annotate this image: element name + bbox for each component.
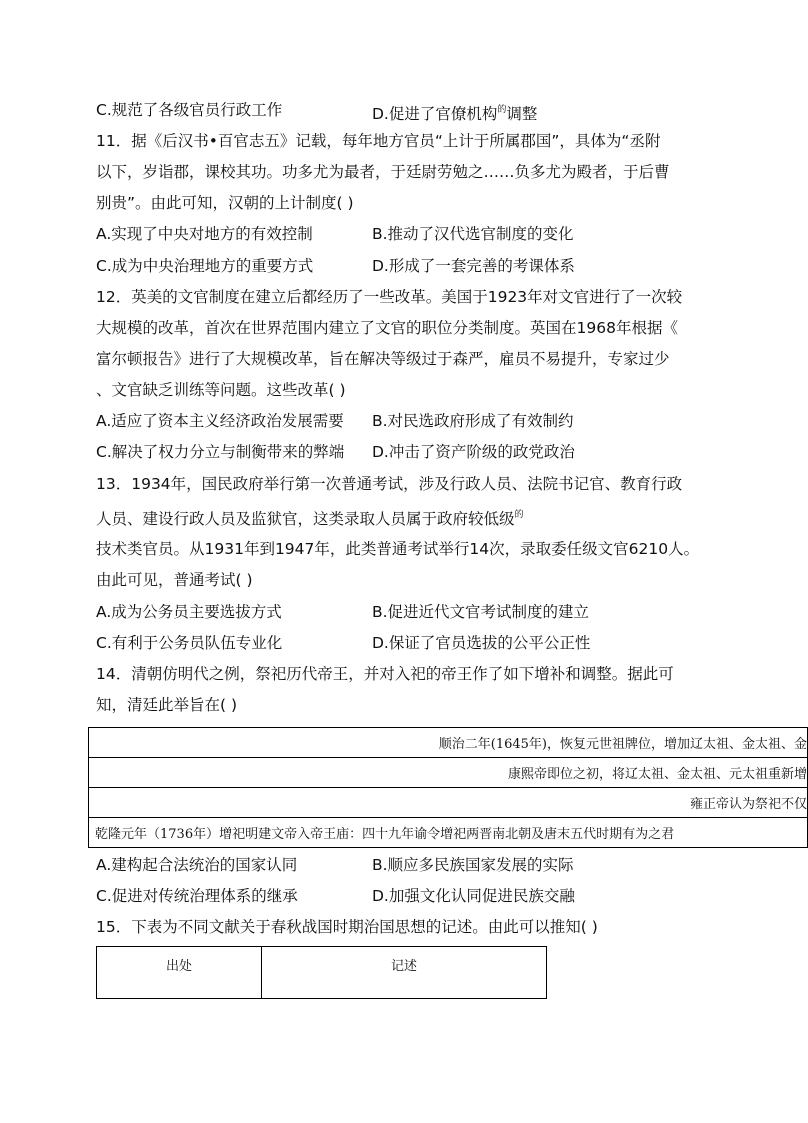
q10-option-d-superscript: 的 <box>497 105 507 115</box>
q12-option-a[interactable]: A.适应了资本主义经济政治发展需要 <box>96 412 344 430</box>
header-record: 记述 <box>262 947 547 999</box>
q14-stem-line-2: 知，清廷此举旨在( ) <box>96 696 238 714</box>
q15-table <box>96 946 547 999</box>
table-cell: 顺治二年(1645年)，恢复元世祖牌位，增加辽太祖、金太祖、金 <box>89 728 808 758</box>
table-cell: 康熙帝即位之初，将辽太祖、金太祖、元太祖重新增 <box>89 758 808 788</box>
q13-option-a[interactable]: A.成为公务员主要选拔方式 <box>96 603 282 621</box>
q14-option-a[interactable]: A.建构起合法统治的国家认同 <box>96 856 298 874</box>
q13-stem-superscript: 的 <box>514 510 524 520</box>
table-cell: 雍正帝认为祭祀不仅 <box>89 788 808 818</box>
q12-stem-line-2: 大规模的改革，首次在世界范围内建立了文官的职位分类制度。英国在1968年根据《 <box>96 319 678 337</box>
q11-option-d[interactable]: D.形成了一套完善的考课体系 <box>372 257 575 275</box>
q12-stem-line-1: 12．英美的文官制度在建立后都经历了一些改革。美国于1923年对文官进行了一次较 <box>96 288 683 306</box>
q14-option-d[interactable]: D.加强文化认同促进民族交融 <box>372 887 575 905</box>
q14-option-b[interactable]: B.顺应多民族国家发展的实际 <box>372 856 574 874</box>
q15-stem: 15．下表为不同文献关于春秋战国时期治国思想的记述。由此可以推知( ) <box>96 918 598 936</box>
table-row <box>89 758 808 788</box>
q10-option-d[interactable] <box>372 100 537 124</box>
table-row <box>89 818 808 848</box>
q12-option-c[interactable]: C.解决了权力分立与制衡带来的弊端 <box>96 443 345 461</box>
q14-option-c[interactable]: C.促进对传统治理体系的继承 <box>96 887 298 905</box>
table-cell: 乾隆元年（1736年）增祀明建文帝入帝王庙：四十九年谕令增祀两晋南北朝及唐末五代时期有为之君 <box>89 818 808 848</box>
q11-stem-line-1: 11．据《后汉书•百官志五》记载，每年地方官员“上计于所属郡国”，具体为“丞附 <box>96 132 661 150</box>
q12-option-d[interactable]: D.冲击了资产阶级的政党政治 <box>372 443 575 461</box>
q12-stem-line-4: 、文官缺乏训练等问题。这些改革( ) <box>96 381 346 399</box>
q10-option-d-text-end: 调整 <box>506 105 538 123</box>
q14-stem-line-1: 14．清朝仿明代之例，祭祀历代帝王，并对入祀的帝王作了如下增补和调整。据此可 <box>96 665 674 683</box>
q10-option-d-text: D.促进了官僚机构 <box>372 105 498 123</box>
table-row <box>89 728 808 758</box>
q13-stem-line-1: 13．1934年，国民政府举行第一次普通考试，涉及行政人员、法院书记官、教育行政 <box>96 475 683 493</box>
q11-option-c[interactable]: C.成为中央治理地方的重要方式 <box>96 257 314 275</box>
q13-stem-line-2-text: 人员、建设行政人员及监狱官，这类录取人员属于政府较低级 <box>96 510 515 528</box>
q11-stem-line-3: 别贵”。由此可知，汉朝的上计制度( ) <box>96 194 354 212</box>
q14-table-wrapper <box>88 727 807 857</box>
q12-option-b[interactable]: B.对民选政府形成了有效制约 <box>372 412 574 430</box>
q10-option-c[interactable]: C.规范了各级官员行政工作 <box>96 101 283 119</box>
table-row <box>89 788 808 818</box>
q13-option-b[interactable]: B.促进近代文官考试制度的建立 <box>372 603 590 621</box>
q14-table <box>88 727 808 848</box>
q13-stem-line-4: 由此可见，普通考试( ) <box>96 571 253 589</box>
header-source: 出处 <box>97 947 262 999</box>
q13-stem-line-2 <box>96 505 524 529</box>
q12-stem-line-3: 富尔顿报告》进行了大规模改革，旨在解决等级过于森严，雇员不易提升，专家过少 <box>96 350 670 368</box>
q11-option-b[interactable]: B.推动了汉代选官制度的变化 <box>372 225 574 243</box>
q13-option-d[interactable]: D.保证了官员选拔的公平公正性 <box>372 634 591 652</box>
q13-option-c[interactable]: C.有利于公务员队伍专业化 <box>96 634 283 652</box>
q11-stem-line-2: 以下，岁诣郡，课校其功。功多尤为最者，于廷尉劳勉之……负多尤为殿者，于后曹 <box>96 163 670 181</box>
q11-option-a[interactable]: A.实现了中央对地方的有效控制 <box>96 225 313 243</box>
q13-stem-line-3: 技术类官员。从1931年到1947年，此类普通考试举行14次，录取委任级文官6210人。 <box>96 540 700 558</box>
table-header-row <box>97 947 547 999</box>
